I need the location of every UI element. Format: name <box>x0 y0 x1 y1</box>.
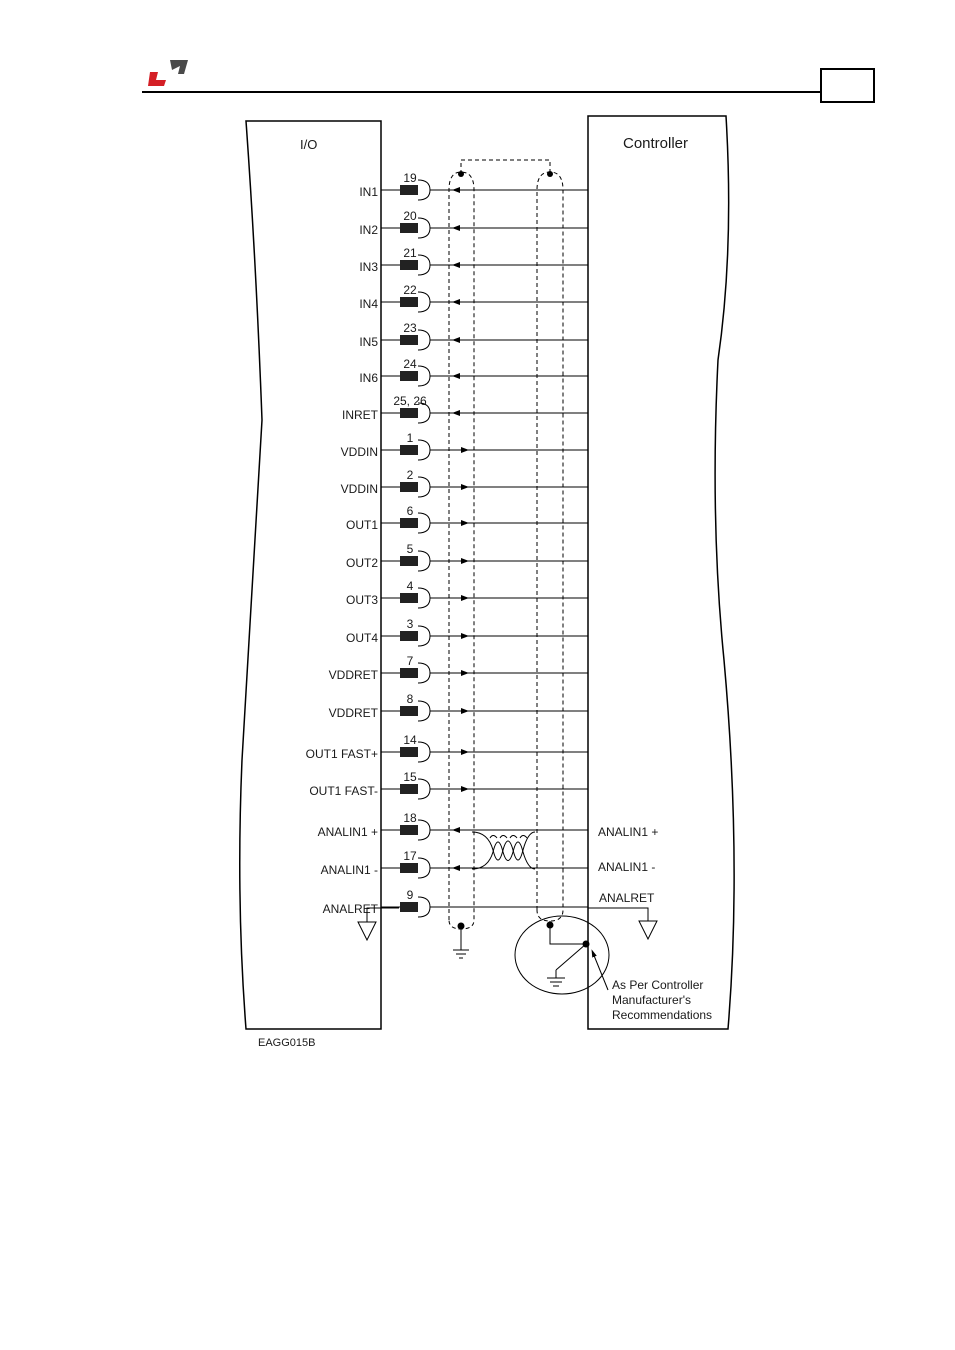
controller-analret-ground-icon <box>588 908 657 939</box>
pin-number: 3 <box>406 617 414 631</box>
socket-icon <box>418 218 430 238</box>
arrow-left-icon <box>452 827 460 833</box>
signal-label: INRET <box>342 408 378 422</box>
pin-row <box>306 733 588 762</box>
pin-number: 21 <box>403 246 417 260</box>
pin-contact <box>400 668 418 678</box>
arrow-left-icon <box>452 225 460 231</box>
arrow-right-icon <box>461 484 469 490</box>
pin-contact <box>400 784 418 794</box>
pin-row <box>346 504 588 533</box>
signal-label: VDDRET <box>328 706 378 720</box>
pin-contact <box>400 631 418 641</box>
pin-contact <box>400 863 418 873</box>
pin-contact <box>400 747 418 757</box>
pin-row <box>346 617 588 646</box>
arrow-right-icon <box>461 749 469 755</box>
pin-row <box>318 811 588 840</box>
pin-contact <box>400 518 418 528</box>
pin-number: 17 <box>403 849 417 863</box>
arrow-right-icon <box>461 558 469 564</box>
io-panel-title: I/O <box>300 137 318 152</box>
arrow-left-icon <box>452 373 460 379</box>
socket-icon <box>418 626 430 646</box>
pin-number: 15 <box>403 770 417 784</box>
socket-icon <box>418 820 430 840</box>
pin-contact <box>400 297 418 307</box>
socket-icon <box>418 701 430 721</box>
signal-label: IN3 <box>359 260 378 274</box>
socket-icon <box>418 551 430 571</box>
arrow-right-icon <box>461 595 469 601</box>
pin-contact <box>400 185 418 195</box>
signal-label: VDDIN <box>340 482 378 496</box>
socket-icon <box>418 588 430 608</box>
socket-icon <box>418 858 430 878</box>
socket-icon <box>418 477 430 497</box>
pin-row <box>323 888 588 917</box>
pin-number: 8 <box>406 692 414 706</box>
pin-number: 2 <box>406 468 414 482</box>
pin-number: 1 <box>406 431 414 445</box>
pin-number: 19 <box>403 171 417 185</box>
socket-icon <box>418 897 430 917</box>
arrow-right-icon <box>461 708 469 714</box>
cable-shields <box>449 160 563 946</box>
pin-contact <box>400 825 418 835</box>
pin-contact <box>400 223 418 233</box>
pin-row <box>341 468 588 497</box>
controller-analin-minus-label: ANALIN1 - <box>598 860 656 874</box>
arrow-left-icon <box>452 262 460 268</box>
pin-number: 18 <box>403 811 417 825</box>
pin-contact <box>400 260 418 270</box>
pin-number: 5 <box>406 542 414 556</box>
signal-label: OUT1 <box>345 518 378 532</box>
pin-contact <box>400 556 418 566</box>
signal-label: OUT1 FAST+ <box>305 747 378 761</box>
note-line: As Per Controller <box>612 978 704 992</box>
controller-panel-title: Controller <box>623 135 689 152</box>
pin-row <box>346 579 588 608</box>
pin-contact <box>400 445 418 455</box>
pin-contact <box>400 335 418 345</box>
socket-icon <box>418 180 430 200</box>
pin-row <box>329 654 588 683</box>
signal-label: IN4 <box>359 297 378 311</box>
signal-label: ANALIN1 - <box>320 863 378 877</box>
arrow-left-icon <box>452 187 460 193</box>
socket-icon <box>418 292 430 312</box>
arrow-right-icon <box>461 633 469 639</box>
controller-analret-label: ANALRET <box>599 891 655 905</box>
twisted-pair-coil <box>472 832 535 869</box>
note-line: Recommendations <box>612 1008 713 1022</box>
pin-number: 6 <box>406 504 414 518</box>
figure-code: EAGG015B <box>258 1037 316 1049</box>
socket-icon <box>418 513 430 533</box>
pin-number: 22 <box>403 283 417 297</box>
socket-icon <box>418 330 430 350</box>
socket-icon <box>418 255 430 275</box>
signal-label: IN2 <box>359 223 378 237</box>
io-panel-outline <box>240 121 381 1029</box>
shield-drain-dot <box>547 171 553 177</box>
signal-label: OUT2 <box>345 556 378 570</box>
arrow-left-icon <box>452 865 460 871</box>
pin-row <box>321 849 588 878</box>
signal-label: OUT3 <box>345 593 378 607</box>
signal-label: VDDIN <box>340 445 378 459</box>
arrow-left-icon <box>452 299 460 305</box>
pin-contact <box>400 706 418 716</box>
pin-row <box>329 692 588 721</box>
controller-ground-detail <box>515 916 609 994</box>
signal-label: IN6 <box>359 371 378 385</box>
arrow-right-icon <box>461 447 469 453</box>
controller-analin-plus-label: ANALIN1 + <box>598 825 659 839</box>
pin-contact <box>400 371 418 381</box>
pin-contact <box>400 408 418 418</box>
arrow-left-icon <box>452 410 460 416</box>
signal-label: OUT4 <box>345 631 378 645</box>
pin-number: 24 <box>403 357 417 371</box>
socket-icon <box>418 779 430 799</box>
signal-label: OUT1 FAST- <box>309 784 378 798</box>
arrow-right-icon <box>461 520 469 526</box>
signal-label: ANALIN1 + <box>317 825 378 839</box>
pin-number: 25, 26 <box>393 394 427 408</box>
signal-label: IN1 <box>359 185 378 199</box>
pin-contact <box>400 902 418 912</box>
arrow-right-icon <box>461 670 469 676</box>
pin-number: 20 <box>403 209 417 223</box>
signal-label: IN5 <box>359 335 378 349</box>
pin-number: 4 <box>406 579 414 593</box>
socket-icon <box>418 663 430 683</box>
shield-drain-dot <box>458 171 464 177</box>
pin-contact <box>400 482 418 492</box>
pin-number: 7 <box>406 654 414 668</box>
socket-icon <box>418 366 430 386</box>
pin-row <box>346 542 588 571</box>
pin-contact <box>400 593 418 603</box>
socket-icon <box>418 440 430 460</box>
pin-number: 9 <box>406 888 414 902</box>
signal-label: VDDRET <box>328 668 378 682</box>
arrow-right-icon <box>461 786 469 792</box>
pin-row <box>341 431 588 460</box>
arrow-left-icon <box>452 337 460 343</box>
socket-icon <box>418 742 430 762</box>
pin-number: 23 <box>403 321 417 335</box>
signal-label: ANALRET <box>322 902 378 916</box>
note-line: Manufacturer's <box>612 993 691 1007</box>
pin-number: 14 <box>403 733 417 747</box>
pin-row <box>342 394 588 423</box>
